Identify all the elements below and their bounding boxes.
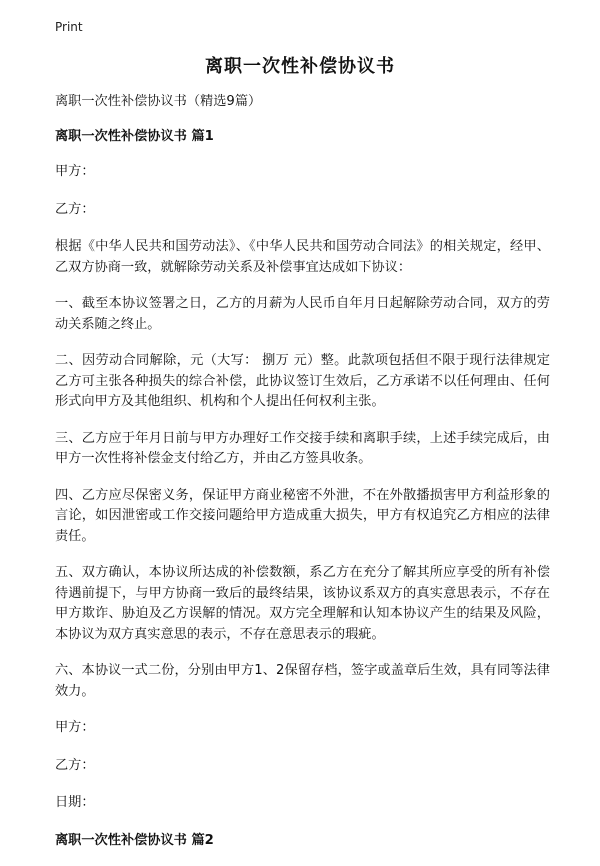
document-body — [55, 92, 550, 866]
section-heading-1: 离职一次性补偿协议书 篇1 — [55, 128, 214, 144]
document-subtitle: 离职一次性补偿协议书（精选9篇） — [55, 94, 262, 109]
section-heading-2: 离职一次性补偿协议书 篇2 — [55, 832, 214, 848]
signature-party-b: 乙方： — [55, 757, 95, 773]
clause-4: 四、乙方应尽保密义务，保证甲方商业秘密不外泄，不在外散播损害甲方利益形象的言论，如因泄密或工作交接问题给甲方造成重大损失，甲方有权追究乙方相应的法律责任。 — [55, 487, 550, 544]
party-b-label: 乙方： — [55, 201, 95, 217]
clause-5: 五、双方确认，本协议所达成的补偿数额，系乙方在充分了解其所应享受的所有补偿待遇前提下，与甲方协商一致后的最终结果，该协议系双方的真实意思表示，不存在甲方欺诈、胁迫及乙方误解的情况。双方完全理解和认知本协议产生的结果及风险，本协议为双方真实意思的表示，不存在意思表示的瑕疵。 — [55, 565, 550, 642]
paragraph-intro: 根据《中华人民共和国劳动法》、《中华人民共和国劳动合同法》的相关规定，经甲、乙双方协商一致，就解除劳动关系及补偿事宜达成如下协议： — [55, 239, 550, 275]
document-title: 离职一次性补偿协议书 — [205, 56, 395, 77]
signature-date: 日期： — [55, 795, 95, 810]
signature-party-a: 甲方： — [55, 720, 95, 735]
print-link[interactable]: Print — [55, 20, 83, 34]
party-a-label: 甲方： — [55, 164, 95, 179]
clause-6: 六、本协议一式二份，分别由甲方1、2保留存档，签字或盖章后生效，具有同等法律效力。 — [55, 663, 550, 699]
clause-2: 二、因劳动合同解除，元（大写： 捌万 元）整。此款项包括但不限于现行法律规定乙方可主张各种损失的综合补偿，此协议签订生效后，乙方承诺不以任何理由、任何形式向甲方及其他组织、机构和个人提出任何权利主张。 — [55, 353, 550, 409]
clause-1: 一、截至本协议签署之日，乙方的月薪为人民币自年月日起解除劳动合同，双方的劳动关系随之终止。 — [55, 296, 550, 332]
clause-3: 三、乙方应于年月日前与甲方办理好工作交接手续和离职手续，上述手续完成后，由甲方一次性将补偿金支付给乙方，并由乙方签具收条。 — [55, 430, 550, 466]
